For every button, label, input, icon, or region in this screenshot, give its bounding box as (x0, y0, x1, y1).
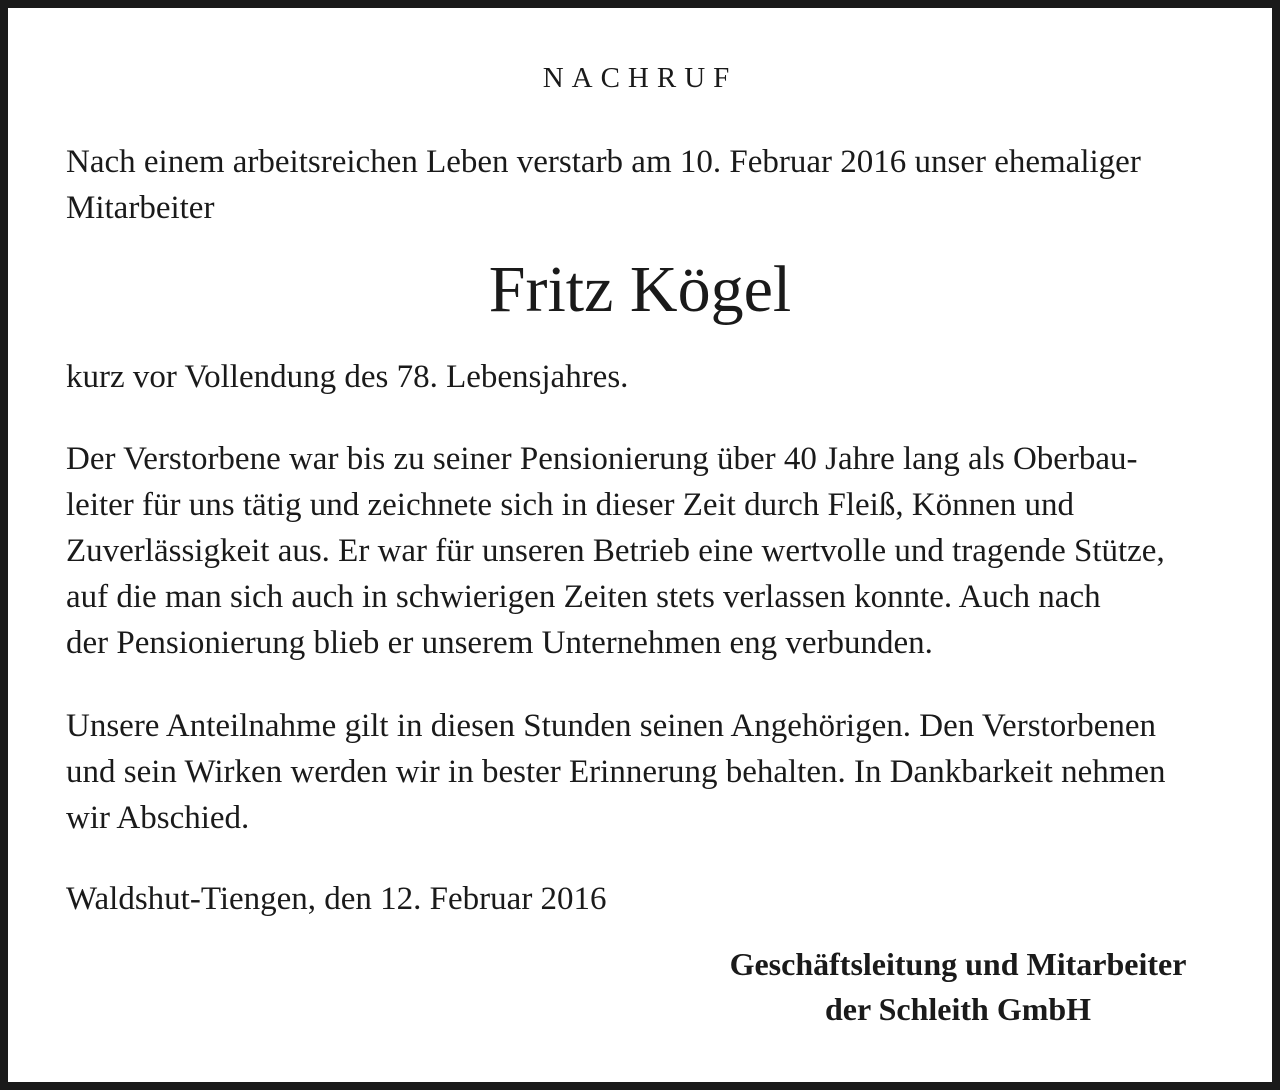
condolence-paragraph (66, 703, 1236, 841)
age-line: kurz vor Vollendung des 78. Lebensjahres. (66, 359, 629, 395)
body-paragraph (66, 436, 1236, 666)
signature-line: Geschäftsleitung und Mitarbeiter (729, 946, 1187, 982)
signature-line: der Schleith GmbH (824, 991, 1092, 1027)
place-date: Waldshut-Tiengen, den 12. Februar 2016 (66, 881, 607, 917)
body-line: auf die man sich auch in schwierigen Zeiten stets verlassen konnte. Auch nach (66, 579, 1101, 615)
body-line: Der Verstorbene war bis zu seiner Pensionierung über 40 Jahre lang als Oberbau- (66, 441, 1138, 477)
intro-paragraph (66, 139, 1236, 231)
intro-line: Nach einem arbeitsreichen Leben verstarb am 10. Februar 2016 unser ehemaliger (66, 144, 1141, 180)
deceased-name: Fritz Kögel (488, 253, 792, 326)
body-line: leiter für uns tätig und zeichnete sich in dieser Zeit durch Fleiß, Können und (66, 487, 1075, 523)
intro-line: Mitarbeiter (66, 190, 215, 226)
condolence-line: Unsere Anteilnahme gilt in diesen Stunden seinen Angehörigen. Den Verstorbenen (66, 708, 1156, 744)
body-line: der Pensionierung blieb er unserem Unternehmen eng verbunden. (66, 625, 933, 661)
condolence-line: wir Abschied. (66, 800, 250, 836)
condolence-line: und sein Wirken werden wir in bester Erinnerung behalten. In Dankbarkeit nehmen (66, 754, 1166, 790)
signature-block (648, 942, 1268, 1032)
body-line: Zuverlässigkeit aus. Er war für unseren Betrieb eine wertvolle und tragende Stütze, (66, 533, 1165, 569)
notice-heading: NACHRUF (542, 62, 738, 94)
